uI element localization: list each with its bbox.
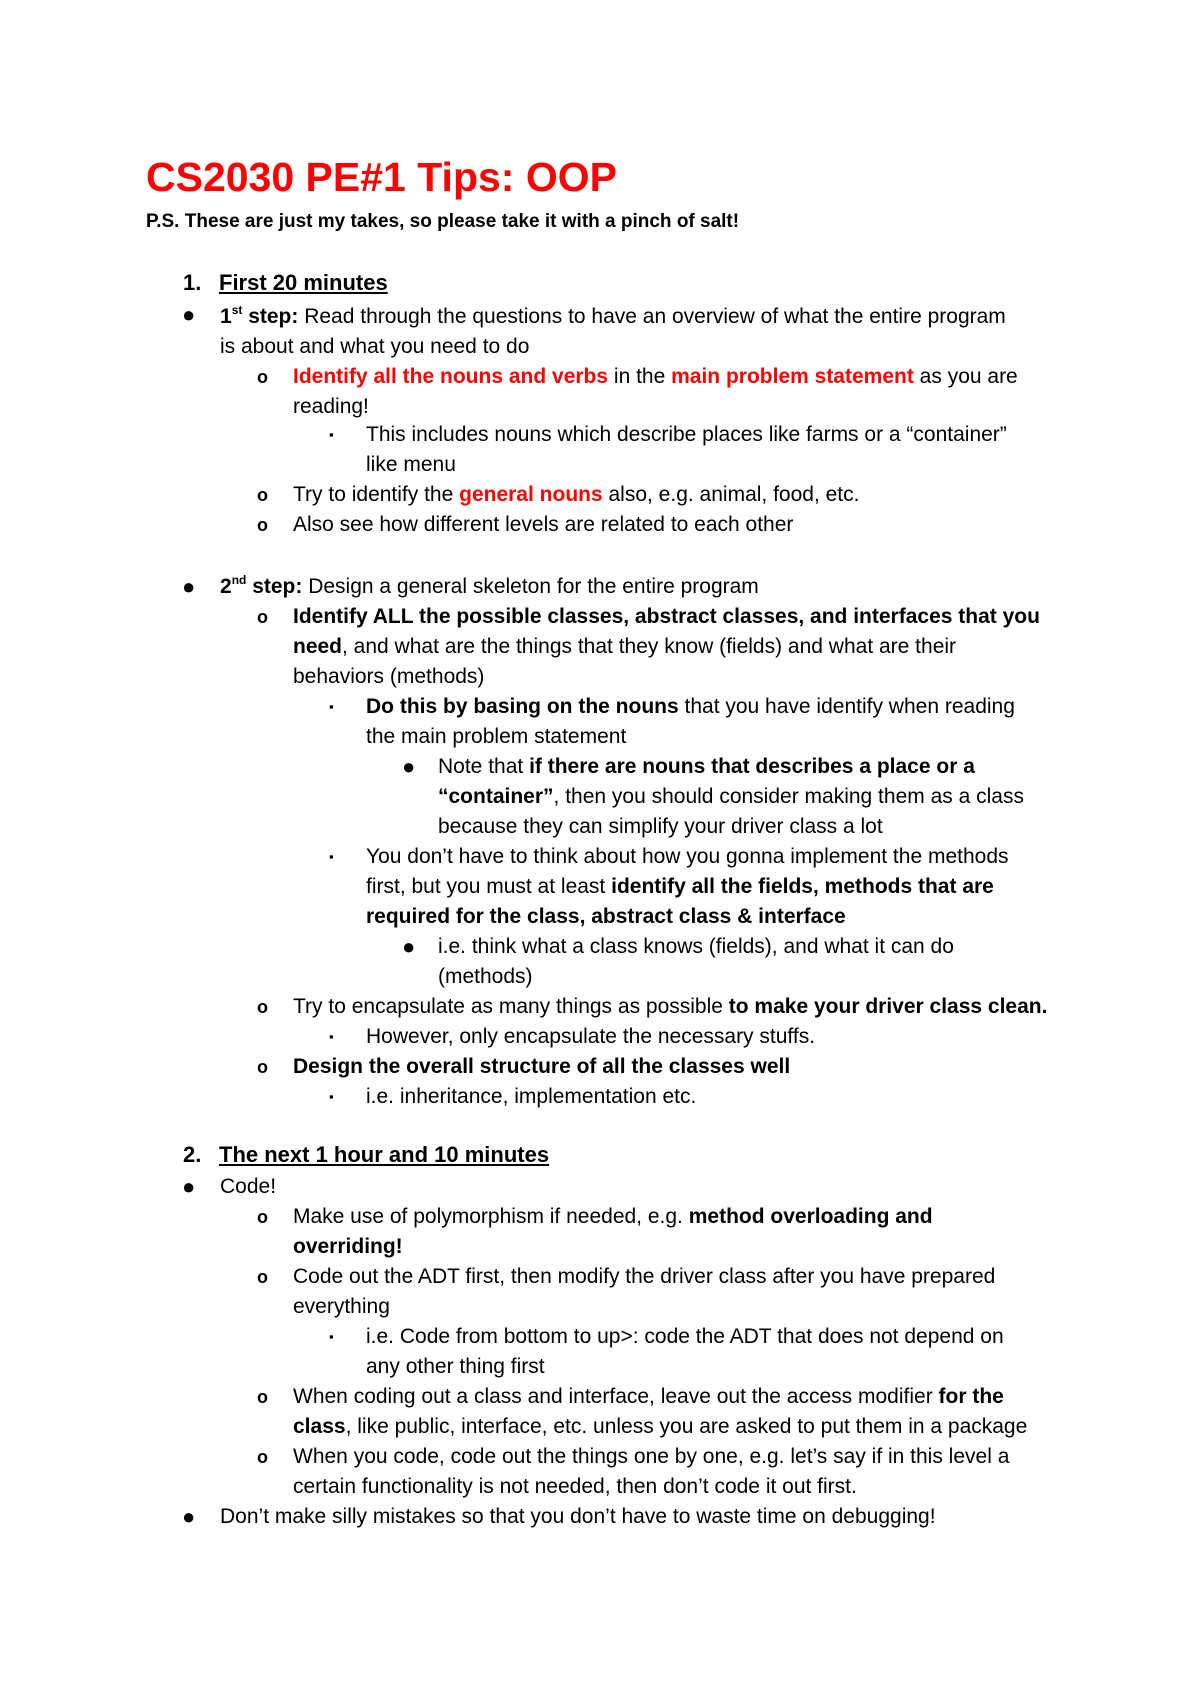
list-item: i.e. inheritance, implementation etc. xyxy=(366,1085,697,1108)
list-item: When you code, code out the things one by one, e.g. let’s say if in this level a xyxy=(293,1445,1010,1468)
bullet-dot-icon: ● xyxy=(182,574,196,599)
bullet-circle-icon: o xyxy=(257,997,268,1017)
list-item-continuation: because they can simplify your driver class a lot xyxy=(438,815,883,838)
bullet-circle-icon: o xyxy=(257,607,268,627)
bullet-dot-icon: ● xyxy=(402,754,416,779)
list-item-continuation: required for the class, abstract class & interface xyxy=(366,905,846,928)
page-title: CS2030 PE#1 Tips: OOP xyxy=(146,154,617,200)
bullet-circle-icon: o xyxy=(257,1387,268,1407)
list-item-continuation: certain functionality is not needed, then don’t code it out first. xyxy=(293,1475,857,1498)
list-item: Identify all the nouns and verbs in the main problem statement as you are xyxy=(293,365,1018,388)
list-item-continuation: overriding! xyxy=(293,1235,403,1258)
bullet-square-icon: ▪ xyxy=(329,1029,334,1044)
section-number: 2. xyxy=(183,1142,202,1167)
list-item-continuation: (methods) xyxy=(438,965,533,988)
list-item-continuation: “container”, then you should consider making them as a class xyxy=(438,785,1024,808)
section-2-heading xyxy=(183,1140,549,1170)
list-item: Code! xyxy=(220,1175,277,1198)
list-item: You don’t have to think about how you gonna implement the methods xyxy=(366,845,1009,868)
bullet-square-icon: ▪ xyxy=(329,1329,334,1344)
list-item: Identify ALL the possible classes, abstract classes, and interfaces that you xyxy=(293,605,1040,628)
bullet-circle-icon: o xyxy=(257,485,268,505)
list-item-continuation: need, and what are the things that they know (fields) and what are their xyxy=(293,635,957,658)
bullet-dot-icon: ● xyxy=(182,1504,196,1529)
bullet-square-icon: ▪ xyxy=(329,1089,334,1104)
bullet-circle-icon: o xyxy=(257,1447,268,1467)
list-item: i.e. think what a class knows (fields), and what it can do xyxy=(438,935,954,958)
section-heading-text: First 20 minutes xyxy=(219,270,388,295)
list-item: Design the overall structure of all the classes well xyxy=(293,1055,791,1078)
list-item: Try to encapsulate as many things as possible to make your driver class clean. xyxy=(293,995,1048,1018)
list-item-continuation: behaviors (methods) xyxy=(293,665,485,688)
section-number: 1. xyxy=(183,270,202,295)
bullet-square-icon: ▪ xyxy=(329,849,334,864)
list-item: Note that if there are nouns that describes a place or a xyxy=(438,755,975,778)
list-item-continuation: the main problem statement xyxy=(366,725,627,748)
bullet-circle-icon: o xyxy=(257,367,268,387)
list-item: However, only encapsulate the necessary stuffs. xyxy=(366,1025,816,1048)
list-item: Also see how different levels are related to each other xyxy=(293,513,794,536)
list-item-continuation: reading! xyxy=(293,395,369,418)
list-item: i.e. Code from bottom to up>: code the ADT that does not depend on xyxy=(366,1325,1004,1348)
bullet-square-icon: ▪ xyxy=(329,427,334,442)
list-item-continuation: class, like public, interface, etc. unless you are asked to put them in a package xyxy=(293,1415,1028,1438)
list-item-continuation: everything xyxy=(293,1295,390,1318)
bullet-circle-icon: o xyxy=(257,1267,268,1287)
bullet-circle-icon: o xyxy=(257,1057,268,1077)
list-item: Make use of polymorphism if needed, e.g. method overloading and xyxy=(293,1205,933,1228)
list-item: This includes nouns which describe places like farms or a “container” xyxy=(366,423,1007,446)
list-item: Try to identify the general nouns also, e.g. animal, food, etc. xyxy=(293,483,860,506)
list-item: 1st step: Read through the questions to have an overview of what the entire program xyxy=(220,303,1006,328)
list-item: When coding out a class and interface, leave out the access modifier for the xyxy=(293,1385,1004,1408)
bullet-dot-icon: ● xyxy=(182,302,196,327)
list-item: Don’t make silly mistakes so that you don’t have to waste time on debugging! xyxy=(220,1505,936,1528)
bullet-circle-icon: o xyxy=(257,1207,268,1227)
list-item: 2nd step: Design a general skeleton for the entire program xyxy=(220,573,759,598)
list-item-continuation: any other thing first xyxy=(366,1355,545,1378)
section-heading-text: The next 1 hour and 10 minutes xyxy=(219,1142,550,1167)
list-item-continuation: first, but you must at least identify all the fields, methods that are xyxy=(366,875,994,898)
section-1-heading xyxy=(183,268,388,298)
bullet-dot-icon: ● xyxy=(402,934,416,959)
bullet-dot-icon: ● xyxy=(182,1174,196,1199)
bullet-circle-icon: o xyxy=(257,515,268,535)
list-item-continuation: is about and what you need to do xyxy=(220,335,530,358)
list-item-continuation: like menu xyxy=(366,453,456,476)
list-item: Code out the ADT first, then modify the driver class after you have prepared xyxy=(293,1265,996,1288)
list-item: Do this by basing on the nouns that you have identify when reading xyxy=(366,695,1015,718)
subtitle: P.S. These are just my takes, so please take it with a pinch of salt! xyxy=(146,211,740,232)
bullet-square-icon: ▪ xyxy=(329,699,334,714)
